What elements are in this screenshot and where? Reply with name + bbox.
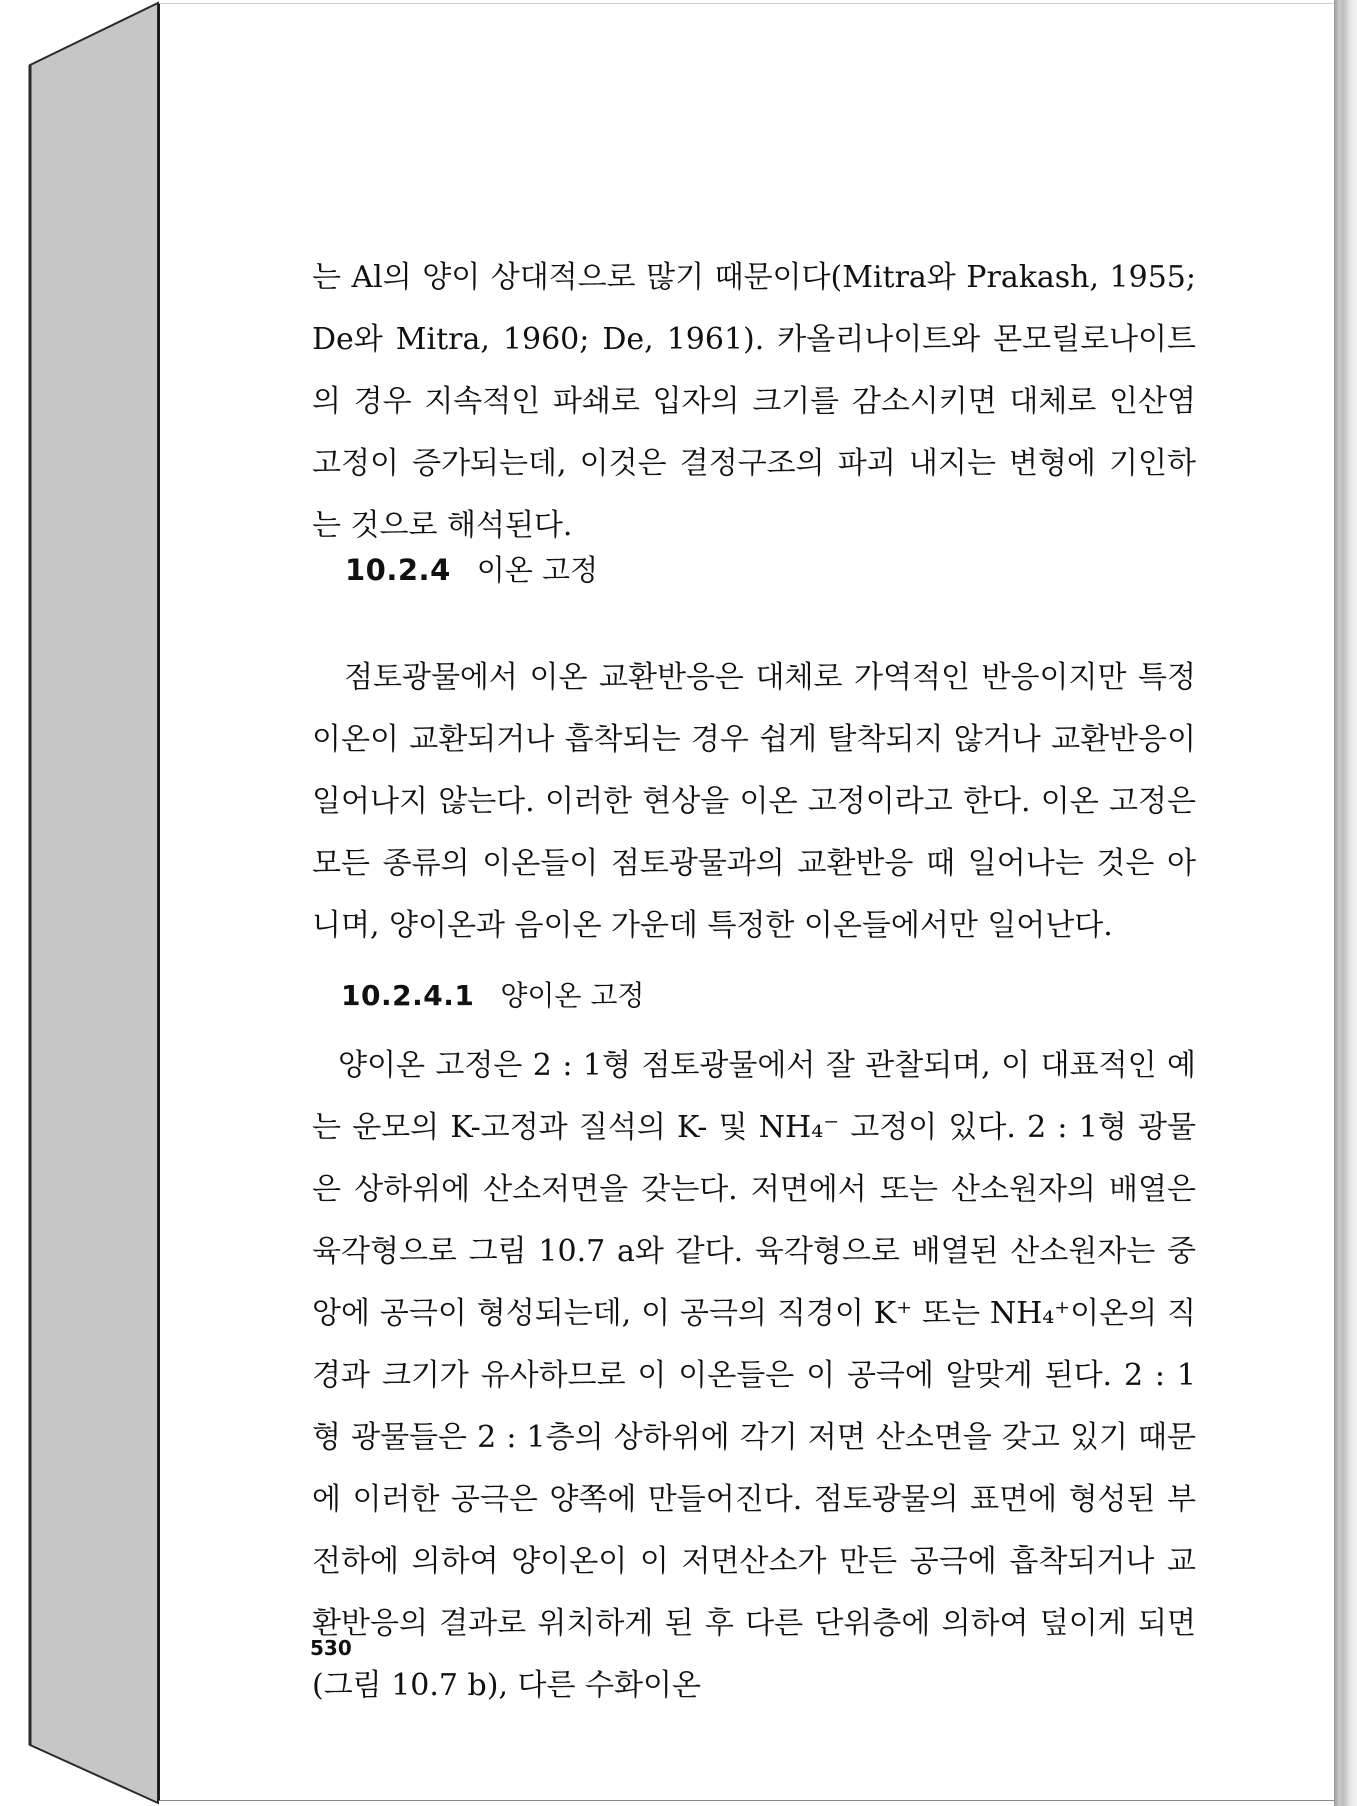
paragraph-phosphate-fixation: 는 Al의 양이 상대적으로 많기 때문이다(Mitra와 Prakash, 1955; De와 Mitra, 1960; De, 1961). 카올리나이트와 몬모릴로나이트의 경우 지속적인 파쇄로 입자의 크기를 감소시키면 대체로 인산염 고정이 증가되는데, 이것은 결정구조의 파괴 내지는 변형에 기인하는 것으로 해석된다. [312, 260, 1196, 543]
subsection-number: 10.2.4.1 [341, 979, 475, 1012]
section-title: 이온 고정 [476, 553, 599, 587]
subsection-heading [341, 974, 644, 1014]
page-number: 530 [310, 1636, 352, 1660]
paragraph-ion-fixation: 점토광물에서 이온 교환반응은 대체로 가역적인 반응이지만 특정 이온이 교환되거나 흡착되는 경우 쉽게 탈착되지 않거나 교환반응이 일어나지 않는다. 이러한 현상을 이온 고정이라고 한다. 이온 고정은 모든 종류의 이온들이 점토광물과의 교환반응 때 일어나는 것은 아니며, 양이온과 음이온 가운데 특정한 이온들에서만 일어난다. [312, 660, 1196, 943]
paragraph-cation-fixation: 양이온 고정은 2 : 1형 점토광물에서 잘 관찰되며, 이 대표적인 예는 운모의 K-고정과 질석의 K- 및 NH₄⁻ 고정이 있다. 2 : 1형 광물은 상하위에 산소저면을 갖는다. 저면에서 또는 산소원자의 배열은 육각형으로 그림 10.7 a와 같다. 육각형으로 배열된 산소원자는 중앙에 공극이 형성되는데, 이 공극의 직경이 K⁺ 또는 NH₄⁺이온의 직경과 크기가 유사하므로 이 이온들은 이 공극에 알맞게 된다. 2 : 1형 광물들은 2 : 1층의 상하위에 각기 저면 산소면을 갖고 있기 때문에 이러한 공극은 양쪽에 만들어진다. 점토광물의 표면에 형성된 부전하에 의하여 양이온이 이 저면산소가 만든 공극에 흡착되거나 교환반응의 결과로 위치하게 된 후 다른 단위층에 의하여 덮이게 되면(그림 10.7 b), 다른 수화이온 [312, 1048, 1196, 1703]
section-heading [345, 548, 598, 589]
section-number: 10.2.4 [345, 553, 451, 587]
page-stack-edge [1334, 0, 1357, 1806]
subsection-title: 양이온 고정 [500, 979, 645, 1012]
